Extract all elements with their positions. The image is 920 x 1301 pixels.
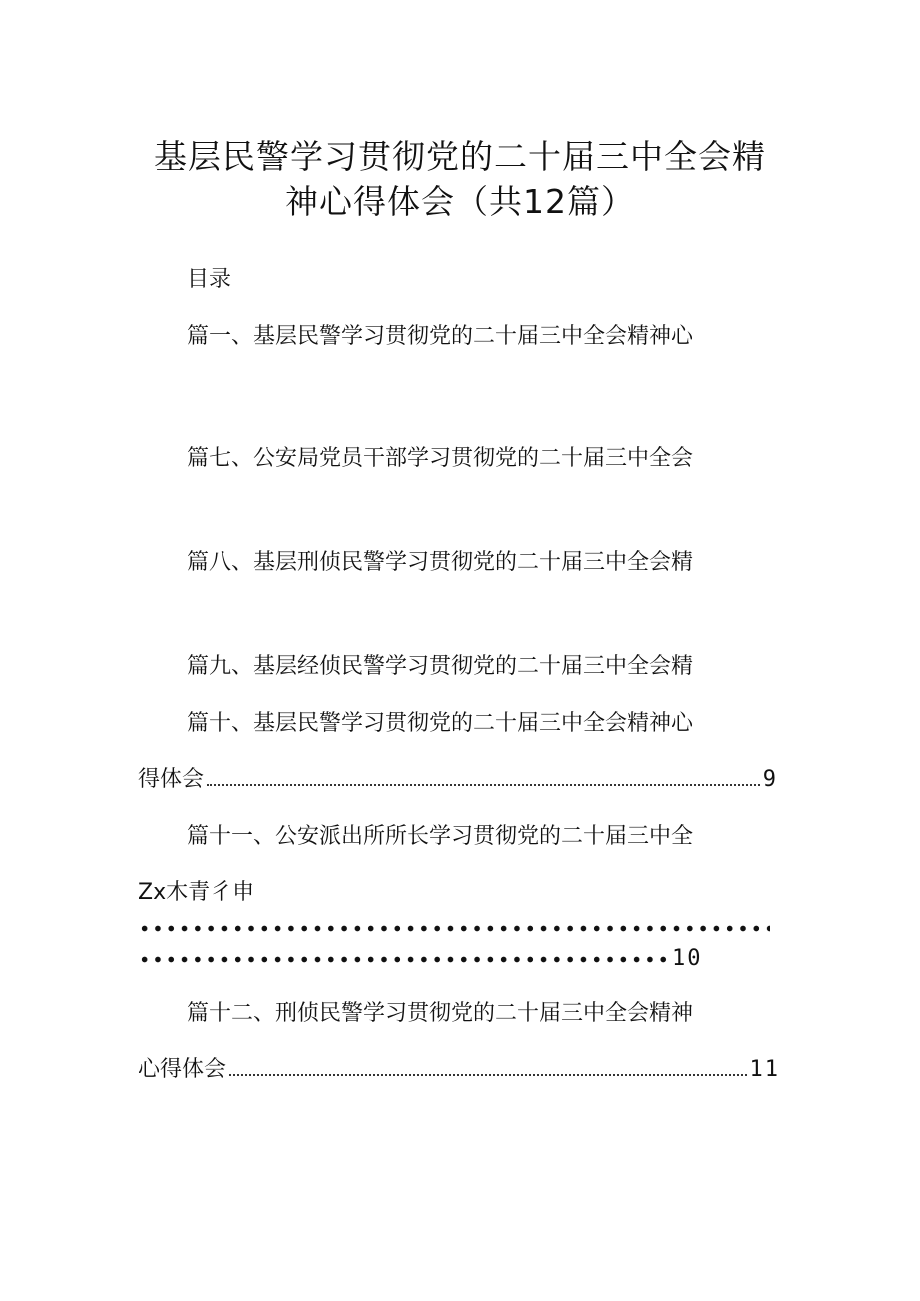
toc-entry-12-page-number: 11 [749, 1057, 780, 1082]
toc-heading: 目录 [187, 267, 232, 292]
document-title-line-2: 神心得体会（共12篇） [285, 182, 635, 221]
toc-entry-12-line-2 [138, 1055, 780, 1085]
dot-leader [229, 1073, 746, 1076]
toc-entry-10-line-2 [138, 765, 778, 795]
toc-entry-12-line-1: 篇十二、刑侦民警学习贯彻党的二十届三中全会精神 [187, 1001, 694, 1026]
toc-entry-10-continuation: 得体会 [138, 767, 205, 792]
toc-entry-10-page-number: 9 [762, 767, 778, 792]
dot-leader [138, 925, 770, 932]
toc-entry-1: 篇一、基层民警学习贯彻党的二十届三中全会精神心 [187, 324, 694, 349]
dot-leader [138, 956, 670, 963]
dot-leader-row-2 [138, 949, 670, 969]
dot-leader-row-1 [138, 918, 770, 938]
toc-entry-11-line-1: 篇十一、公安派出所所长学习贯彻党的二十届三中全 [187, 824, 694, 849]
toc-entry-10-line-1: 篇十、基层民警学习贯彻党的二十届三中全会精神心 [187, 711, 694, 736]
toc-entry-9: 篇九、基层经侦民警学习贯彻党的二十届三中全会精 [187, 654, 694, 679]
dot-leader [207, 783, 760, 786]
document-title-line-1: 基层民警学习贯彻党的二十届三中全会精 [154, 137, 766, 176]
toc-entry-12-continuation: 心得体会 [138, 1057, 227, 1082]
toc-entry-7: 篇七、公安局党员干部学习贯彻党的二十届三中全会 [187, 446, 694, 471]
toc-entry-11-page-number: 10 [672, 946, 703, 971]
toc-entry-8: 篇八、基层刑侦民警学习贯彻党的二十届三中全会精 [187, 550, 694, 575]
toc-entry-11-line-2: Zx木青彳申 [138, 880, 255, 905]
